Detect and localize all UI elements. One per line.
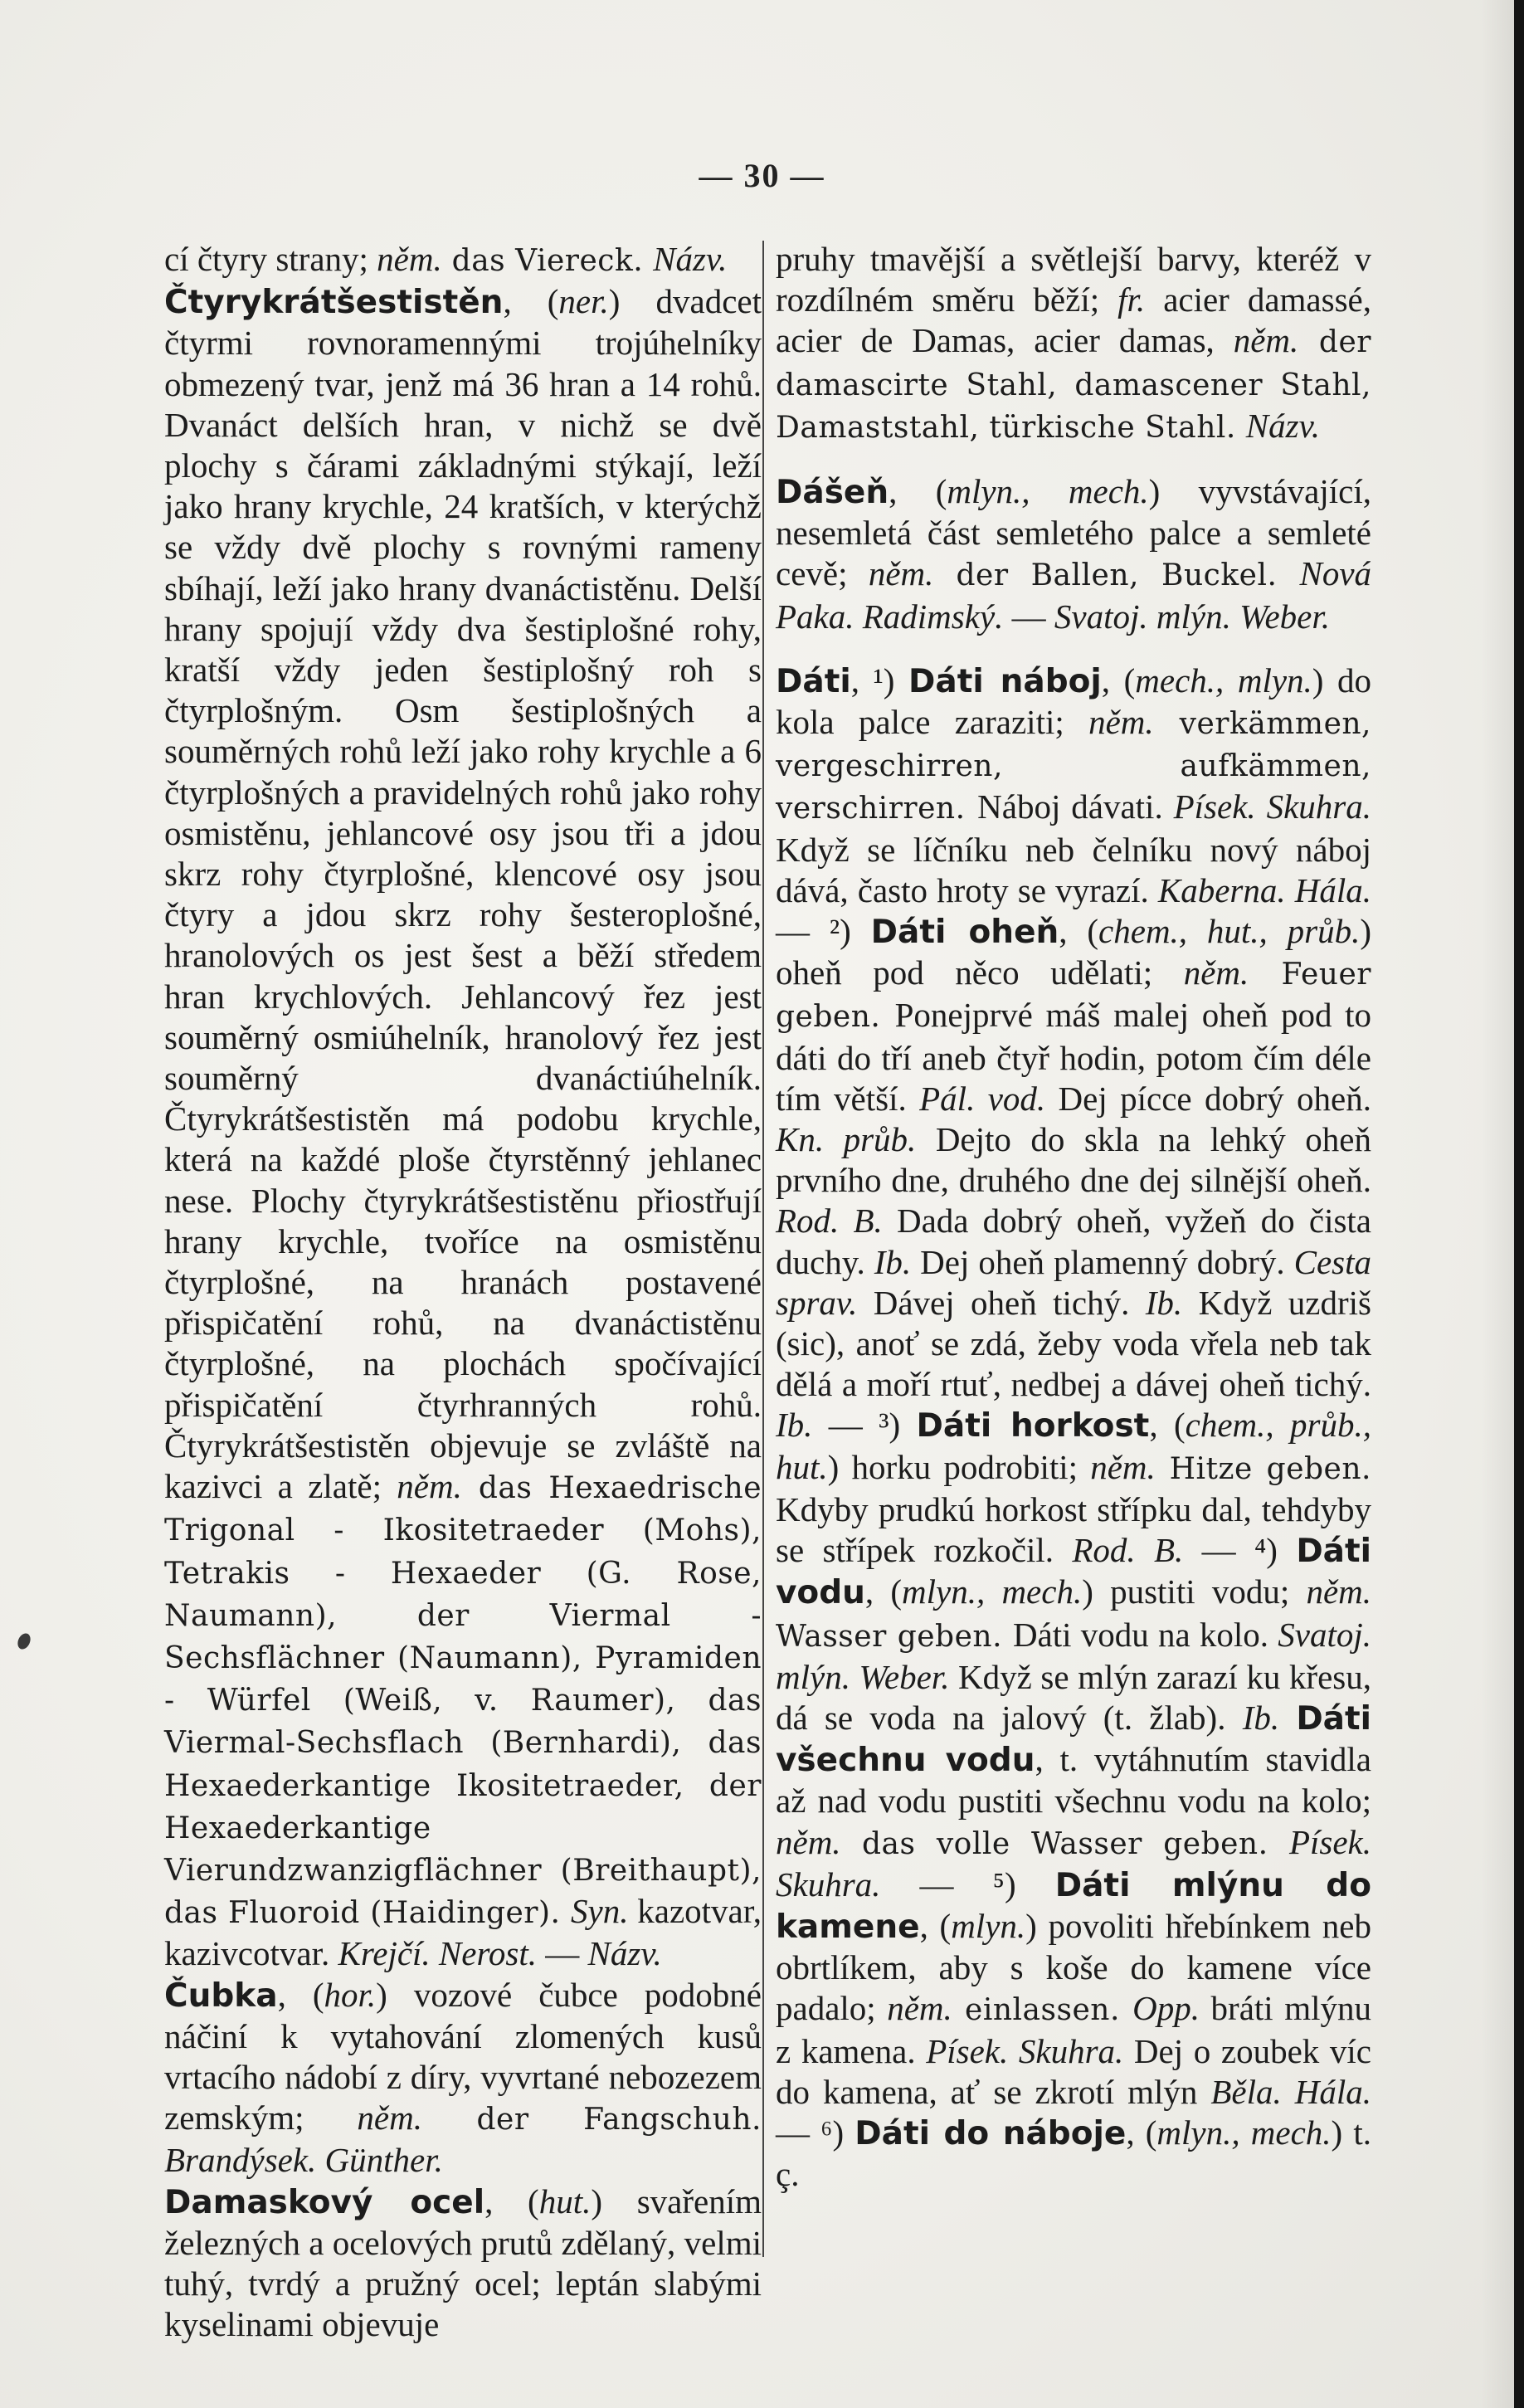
dictionary-entry xyxy=(164,281,762,1974)
entry-text: — ⁶) xyxy=(776,2113,855,2152)
german-gloss: verkämmen, vergeschirren, aufkämmen, verschirren. xyxy=(776,707,1371,826)
italic-abbreviation: Ib. xyxy=(1242,1698,1280,1737)
italic-abbreviation: Svatoj. mlýn. Weber. xyxy=(776,1615,1371,1696)
italic-abbreviation: něm. xyxy=(776,1822,841,1861)
entry-text: , ( xyxy=(1149,1406,1186,1445)
italic-abbreviation: fr. xyxy=(1117,280,1146,319)
italic-abbreviation: chem., průb., hut. xyxy=(776,1406,1371,1486)
italic-abbreviation: Kn. průb. xyxy=(776,1120,917,1159)
entry-headword: Dášeň xyxy=(776,474,889,512)
entry-text: Dejto do skla na lehký oheň prvního dne, druhého dne dej silnější oheň. xyxy=(776,1120,1371,1200)
entry-text: , ( xyxy=(919,1906,952,1945)
entry-text: , ( xyxy=(864,1572,903,1611)
german-gloss: einlassen. xyxy=(952,1993,1133,2028)
entry-text: Náboj dávati. xyxy=(977,787,1174,826)
entry-text: , ( xyxy=(1059,912,1099,951)
italic-abbreviation: Písek. Skuhra. xyxy=(1173,787,1371,826)
page-number: — 30 — xyxy=(699,157,825,194)
german-gloss: das volle Wasser geben. xyxy=(840,1826,1289,1861)
italic-abbreviation: mlyn., mech. xyxy=(947,472,1149,511)
entry-text: , ( xyxy=(889,472,947,511)
italic-abbreviation: Rod. B. xyxy=(776,1202,883,1241)
italic-abbreviation: mlyn. xyxy=(951,1906,1026,1945)
italic-abbreviation: Názv. xyxy=(653,240,728,278)
ink-speck xyxy=(15,1631,32,1651)
entry-headword: Dáti mlýnu do kamene xyxy=(776,1866,1372,1946)
entry-text: ) dvadcet čtyrmi rovnoramennými trojúhelníky obmezený tvar, jenž má 36 hran a 14 rohů. Dvanáct delších hran, v nichž se dvě plochy s čárami základnými stýkají, leží jako hrany krychle, 24 kratších, v kterýchž se vždy dvě plochy s rovnými rameny sbíhají, leží jako hrany dvanáctistěnu. Delší hrany spojují vždy dva šestiplošné rohy, kratší vždy jeden šestiplošný roh s čtyrplošným. Osm šestiplošných a souměrných rohů leží jako rohy krychle a 6 čtyrplošných a pravidelných rohů jako rohy osmistěnu, jehlancové osy jsou tři a jdou skrz rohy čtyrplošné, klencové osy jsou čtyry a jdou skrz rohy šesteroplošné, hranolových os jest šest a běží středem hran krychlových. Jehlancový řez jest souměrný osmiúhelník, hranolový řez jest souměrný dvanáctiúhelník. Čtyrykrátšestistěn má podobu krychle, která na každé ploše čtyrstěnný jehlanec nese. Plochy čtyrykrátšestistěnu přiostřují hrany krychle, tvoříce na osmistěnu čtyrplošné, na hranách postavené přispičatění rohů, na dvanáctistěnu čtyrplošné, na plochách spočívající přispičatění čtyrhranných rohů. Čtyrykrátšestistěn objevuje se zvláště na kazivci a zlatě; xyxy=(164,282,762,1506)
italic-abbreviation: Opp. xyxy=(1132,1989,1200,2028)
entry-headword: Čubka xyxy=(164,1977,278,2015)
italic-abbreviation: něm. xyxy=(1183,953,1249,992)
column-divider xyxy=(762,241,764,2257)
entry-text: pruhy tmavější a světlejší barvy, kteréž v rozdílném směru běží; xyxy=(776,240,1371,319)
italic-abbreviation: chem., hut., průb. xyxy=(1098,912,1361,951)
german-gloss: Wasser geben. xyxy=(776,1619,1013,1654)
italic-abbreviation: Svatoj. mlýn. Weber. xyxy=(1054,597,1331,636)
italic-abbreviation: Ib. xyxy=(776,1406,813,1445)
italic-abbreviation: Rod. B. xyxy=(1072,1531,1184,1570)
german-gloss: Hitze geben. xyxy=(1155,1451,1371,1486)
entry-text: ) horku podrobiti; xyxy=(827,1447,1091,1486)
german-gloss: Feuer geben. xyxy=(776,958,1371,1035)
italic-abbreviation: Syn. xyxy=(571,1892,629,1931)
entry-text: ) svařením železných a ocelových prutů zdělaný, velmi tuhý, tvrdý a pružný ocel; leptán slabými kyselinami objevuje xyxy=(164,2181,762,2344)
entry-text: — ³) xyxy=(812,1406,917,1445)
entry-headword: Dáti vodu xyxy=(776,1533,1372,1612)
italic-abbreviation: mlyn., mech. xyxy=(1156,2113,1332,2152)
italic-abbreviation: Názv. xyxy=(1245,406,1321,445)
italic-abbreviation: Nová Paka. Radimský. xyxy=(776,554,1372,636)
entry-headword: Dáti všechnu vodu xyxy=(776,1699,1372,1780)
entry-text: ) vozové čubce podobné náčiní k vytahování zlomených kusů vrtacího nádobí z díry, vyvrtané nebozezem zemským; xyxy=(164,1975,762,2137)
entry-headword: Dáti xyxy=(776,662,851,700)
italic-abbreviation: mlyn., mech. xyxy=(902,1572,1083,1611)
entry-headword: Dáti oheň xyxy=(870,914,1059,952)
german-gloss: das Viereck. xyxy=(441,244,654,278)
entry-text: , ¹) xyxy=(850,660,909,699)
italic-abbreviation: něm. xyxy=(397,1467,462,1506)
entry-text: Dej o zoubek víc do kamena, ať se zkrotí mlýn xyxy=(776,2031,1371,2111)
entry-text: Ponejprvé máš malej oheň pod to dáti do tří aneb čtyř hodin, potom čím déle tím větší. xyxy=(776,996,1371,1118)
italic-abbreviation: něm. xyxy=(1090,1447,1156,1486)
entry-text: Kdyby prudkú horkost střípku dal, tehdyby se střípek rozkočil. xyxy=(776,1489,1371,1570)
italic-abbreviation: hut. xyxy=(538,2181,592,2220)
german-gloss: der Ballen, Buckel. xyxy=(933,558,1300,593)
entry-text: , ( xyxy=(277,1975,324,2014)
italic-abbreviation: Písek. Skuhra. xyxy=(926,2031,1124,2070)
entry-text: — ²) xyxy=(776,912,871,951)
entry-headword: Dáti náboj xyxy=(908,662,1102,700)
entry-text: — ⁵) xyxy=(880,1864,1055,1903)
entry-text: Když se mlýn zarazí ku křesu, dá se voda na jalový (t. žlab). xyxy=(776,1657,1371,1737)
italic-abbreviation: Pál. vod. xyxy=(919,1079,1046,1118)
italic-abbreviation: Ib. xyxy=(874,1242,912,1281)
german-gloss: das Hexaedrische Trigonal - Ikositetraeder (Mohs), Tetrakis - Hexaeder (G. Rose, Naumann), der Viermal - Sechsflächner (Naumann), Pyramiden - Würfel (Weiß, v. Raumer), das Viermal-Sechsflach (Bernhardi), das Hexaederkantige Ikositetraeder, der Hexaederkantige Vierundzwanzigflächner (Breithaupt), das Fluoroid (Haidinger). xyxy=(164,1471,762,1931)
italic-abbreviation: něm. xyxy=(1306,1572,1371,1611)
italic-abbreviation: ner. xyxy=(558,282,609,321)
entry-text: Dávej oheň tichý. xyxy=(857,1283,1146,1322)
italic-abbreviation: Písek. Skuhra. xyxy=(776,1822,1371,1903)
entry-text: — xyxy=(1003,597,1054,636)
entry-headword: Dáti horkost xyxy=(916,1407,1150,1445)
italic-abbreviation: Krejčí. Nerost. xyxy=(338,1934,538,1973)
entry-text: , ( xyxy=(484,2181,539,2220)
italic-abbreviation: něm. xyxy=(868,554,934,593)
italic-abbreviation: Cesta sprav. xyxy=(776,1242,1371,1322)
left-column xyxy=(164,239,762,2345)
dictionary-entry xyxy=(164,2181,762,2346)
italic-abbreviation: něm. xyxy=(887,1989,952,2028)
entry-text: ) vyvstávající, nesemletá část semletého palce a semleté cevě; xyxy=(776,472,1371,593)
entry-text: cí čtyry strany; xyxy=(164,240,377,278)
italic-abbreviation: něm. xyxy=(357,2098,422,2137)
entry-text: — ⁴) xyxy=(1183,1531,1297,1570)
entry-text: , t. vytáhnutím stavidla až nad vodu pustiti všechnu vodu na kolo; xyxy=(776,1740,1371,1821)
italic-abbreviation: Názv. xyxy=(587,1934,662,1973)
right-column xyxy=(776,239,1371,2195)
entry-text: ) do kola palce zaraziti; xyxy=(776,660,1371,742)
italic-abbreviation: něm. xyxy=(1233,321,1299,360)
entry-headword: Damaskový ocel xyxy=(164,2183,485,2221)
dictionary-entry xyxy=(164,1975,762,2181)
entry-text: ) t. ç. xyxy=(776,2113,1371,2194)
entry-text: kazotvar, kazivcotvar. xyxy=(164,1892,762,1973)
entry-text: Dej pícce dobrý oheň. xyxy=(1045,1079,1371,1118)
entry-text: Dáti vodu na kolo. xyxy=(1012,1615,1278,1654)
italic-abbreviation: hor. xyxy=(324,1975,377,2014)
dictionary-entry xyxy=(776,471,1371,637)
entry-text: ) pustiti vodu; xyxy=(1082,1572,1307,1611)
italic-abbreviation: Brandýsek. Günther. xyxy=(164,2141,443,2180)
entry-text: ) povoliti hřebínkem neb obrtlíkem, aby s koše do kamene více padalo; xyxy=(776,1906,1372,2028)
dictionary-entry xyxy=(164,239,762,281)
dictionary-entry xyxy=(776,660,1371,2196)
entry-text: acier damassé, acier de Damas, acier damas, xyxy=(776,280,1371,360)
entry-text xyxy=(1279,1699,1296,1737)
italic-abbreviation: Ib. xyxy=(1145,1283,1183,1322)
italic-abbreviation: něm. xyxy=(1088,703,1154,742)
entry-text: , ( xyxy=(1126,2113,1157,2152)
entry-text: Když uzdriš (sic), anoť se zdá, žeby voda vřela neb tak dělá a moří rtuť, nedbej a dávej oheň tichý. xyxy=(776,1283,1371,1404)
entry-headword: Čtyrykrátšestistěn xyxy=(164,284,504,322)
entry-text: , ( xyxy=(1101,660,1136,699)
italic-abbreviation: Kaberna. Hála. xyxy=(1157,870,1371,909)
page-edge-shadow xyxy=(1481,0,1514,2408)
italic-abbreviation: mech., mlyn. xyxy=(1135,660,1312,699)
entry-headword: Dáti do náboje xyxy=(855,2114,1127,2152)
entry-text: Dada dobrý oheň, vyžeň do čista duchy. xyxy=(776,1202,1372,1281)
entry-text: Když se líčníku neb čelníku nový náboj dává, často hroty se vyrazí. xyxy=(776,830,1371,909)
entry-text: , ( xyxy=(503,282,559,321)
entry-text: ) oheň pod něco udělati; xyxy=(776,912,1371,992)
entry-text: — xyxy=(537,1934,588,1973)
italic-abbreviation: Běla. Hála. xyxy=(1210,2072,1371,2111)
german-gloss: der Fangschuh. xyxy=(421,2103,762,2137)
german-gloss: der damascirte Stahl, damascener Stahl, Damaststahl, türkische Stahl. xyxy=(776,325,1371,445)
page-edge xyxy=(1514,0,1524,2408)
entry-text: bráti mlýnu z kamena. xyxy=(776,1989,1372,2070)
italic-abbreviation: něm. xyxy=(377,240,442,278)
entry-text: Dej oheň plamenný dobrý. xyxy=(911,1242,1294,1281)
dictionary-entry xyxy=(776,239,1371,448)
